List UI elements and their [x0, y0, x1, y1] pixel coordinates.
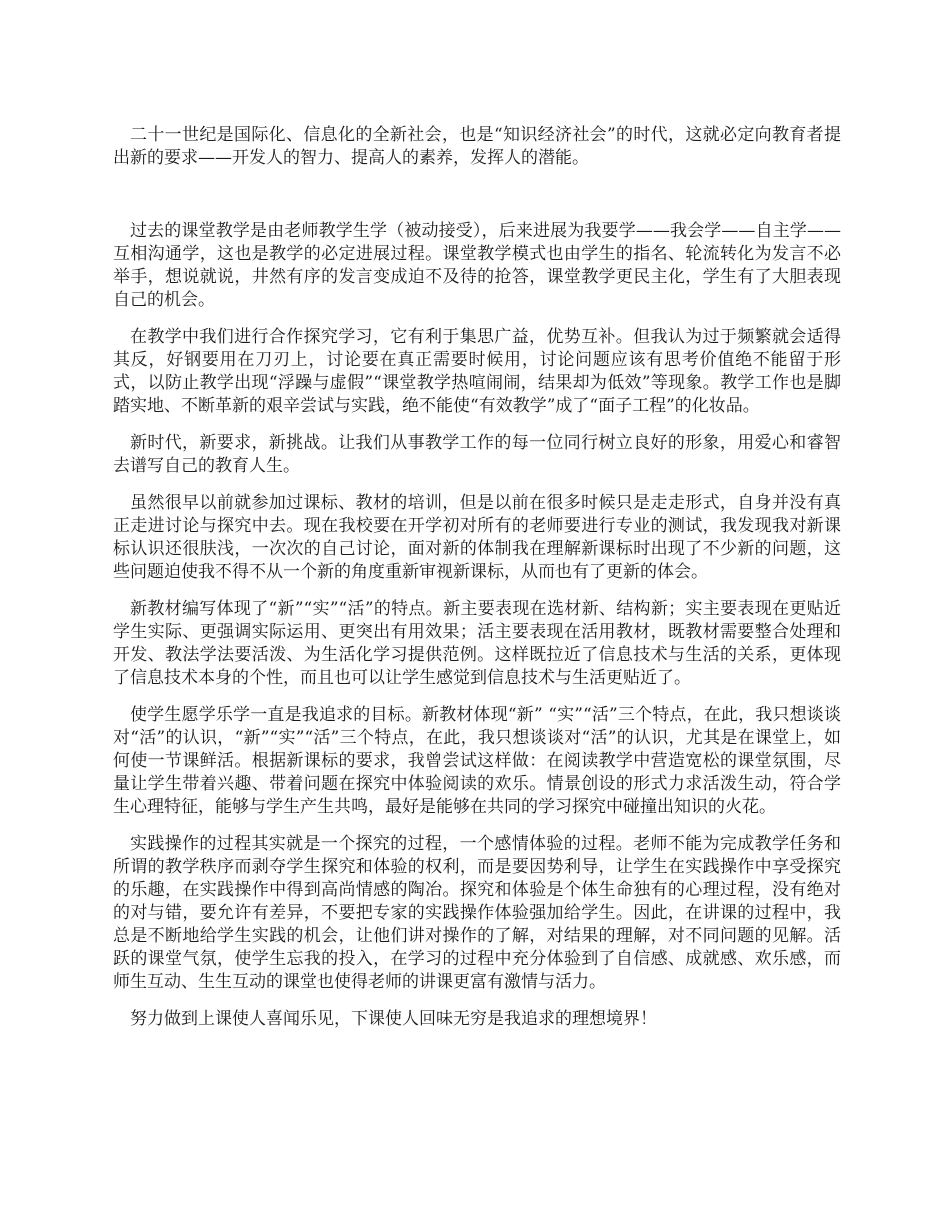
paragraph-curriculum-training: 虽然很早以前就参加过课标、教材的培训，但是以前在很多时候只是走走形式，自身并没有真正走进讨论与探究中去。现在我校要在开学初对所有的老师要进行专业的测试，我发现我对新课标认识还很肤浅，一次次的自己讨论，面对新的体制我在理解新课标时出现了不少新的问题，这些问题迫使我不得不从一个新的角度重新审视新课标，从而也有了更新的体会。 — [113, 493, 841, 582]
paragraph-classroom-evolution: 过去的课堂教学是由老师教学生学（被动接受），后来进展为我要学——我会学——自主学——互相沟通学，这也是教学的必定进展过程。课堂教学模式也由学生的指名、轮流转化为发言不必举手，想说就说，井然有序的发言变成迫不及待的抢答，课堂教学更民主化，学生有了大胆表现自己的机会。 — [113, 221, 841, 310]
paragraph-new-textbook: 新教材编写体现了“新”“实”“活”的特点。新主要表现在选材新、结构新；实主要表现在更贴近学生实际、更强调实际运用、更突出有用效果；活主要表现在活用教材，既教材需要整合处理和开发、教法学法要活泼、为生活化学习提供范例。这样既拉近了信息技术与生活的关系，更体现了信息技术本身的个性，而且也可以让学生感觉到信息技术与生活更贴近了。 — [113, 599, 841, 688]
paragraph-cooperative-learning: 在教学中我们进行合作探究学习，它有利于集思广益，优势互补。但我认为过于频繁就会适得其反，好钢要用在刀刃上，讨论要在真正需要时候用，讨论问题应该有思考价值绝不能留于形式，以防止教学出现“浮躁与虚假”“课堂教学热喧闹闹，结果却为低效”等现象。教学工作也是脚踏实地、不断革新的艰辛尝试与实践，绝不能使“有效教学”成了“面子工程”的化妆品。 — [113, 327, 841, 416]
paragraph-active-learning: 使学生愿学乐学一直是我追求的目标。新教材体现“新” “实”“活”三个特点，在此，我只想谈谈对“活”的认识，“新”“实”“活”三个特点，在此，我只想谈谈对“活”的认识，尤其是在课堂上，如何使一节课鲜活。根据新课标的要求，我曾尝试这样做：在阅读教学中营造宽松的课堂氛围，尽量让学生带着兴趣、带着问题在探究中体验阅读的欢乐。情景创设的形式力求活泼生动，符合学生心理特征，能够与学生产生共鸣，最好是能够在共同的学习探究中碰撞出知识的火花。 — [113, 705, 841, 817]
paragraph-practice-operation: 实践操作的过程其实就是一个探究的过程，一个感情体验的过程。老师不能为完成教学任务和所谓的教学秩序而剥夺学生探究和体验的权利，而是要因势利导，让学生在实践操作中享受探究的乐趣，在实践操作中得到高尚情感的陶冶。探究和体验是个体生命独有的心理过程，没有绝对的对与错，要允许有差异，不要把专家的实践操作体验强加给学生。因此，在讲课的过程中，我总是不断地给学生实践的机会，让他们讲对操作的了解，对结果的理解，对不同问题的见解。活跃的课堂气氛，使学生忘我的投入，在学习的过程中充分体验到了自信感、成就感、欢乐感，而师生互动、生生互动的课堂也使得老师的讲课更富有激情与活力。 — [113, 834, 841, 992]
paragraph-intro: 二十一世纪是国际化、信息化的全新社会，也是“知识经济社会”的时代，这就必定向教育者提出新的要求——开发人的智力、提高人的素养，发挥人的潜能。 — [113, 125, 841, 168]
document-body — [113, 124, 841, 1045]
paragraph-ideal-goal: 努力做到上课使人喜闻乐见，下课使人回味无穷是我追求的理想境界！ — [130, 1009, 657, 1029]
paragraph-new-era: 新时代，新要求，新挑战。让我们从事教学工作的每一位同行树立良好的形象，用爱心和睿智去谱写自己的教育人生。 — [113, 433, 841, 476]
